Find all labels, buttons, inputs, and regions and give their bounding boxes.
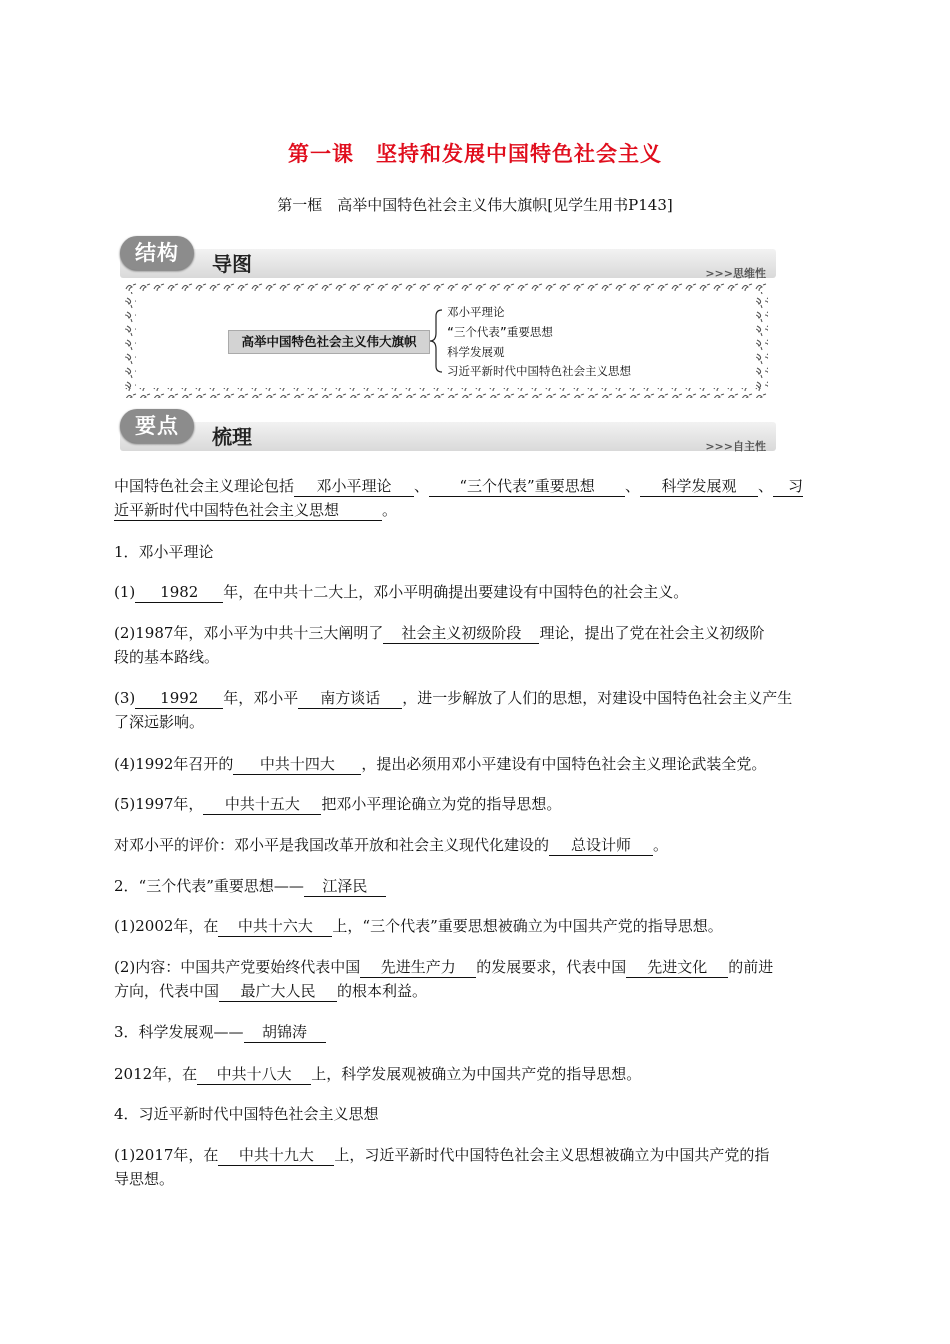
banner-heading: 梳理 xyxy=(212,425,252,449)
banner-tag: >>>思维性 xyxy=(705,267,766,280)
blank-answer: 胡锦涛 xyxy=(244,1022,326,1043)
blank-answer: 邓小平理论 xyxy=(294,476,414,497)
blank-answer: “三个代表”重要思想 xyxy=(429,476,625,497)
diagram-leaf-three-represents: “三个代表”重要思想 xyxy=(447,325,553,339)
s1-evaluation: 对邓小平的评价：邓小平是我国改革开放和社会主义现代化建设的 总设计师 。 xyxy=(114,836,669,854)
blank-answer: 1982 xyxy=(135,582,223,603)
s2-item-1: (1)2002年，在 中共十六大 上，“三个代表”重要思想被确立为中国共产党的指导思想。 xyxy=(114,917,723,935)
banner-heading: 导图 xyxy=(212,252,252,276)
section-subtitle: 第一框 高举中国特色社会主义伟大旗帜[见学生用书P143] xyxy=(277,196,673,214)
s2-heading: 2．“三个代表”重要思想—— 江泽民 xyxy=(114,874,837,898)
blank-answer: 中共十四大 xyxy=(233,754,361,775)
blank-answer: 总设计师 xyxy=(549,835,653,856)
blank-answer: 最广大人民 xyxy=(219,981,337,1002)
s1-item-5: (5)1997年， 中共十五大 把邓小平理论确立为党的指导思想。 xyxy=(114,795,562,813)
intro-line-1: 中国特色社会主义理论包括 邓小平理论 、 “三个代表”重要思想 、 科学发展观 、 习 xyxy=(114,477,804,495)
blank-answer: 先进文化 xyxy=(626,957,728,978)
blank-answer: 中共十五大 xyxy=(203,794,321,815)
structure-map-banner xyxy=(120,236,776,278)
s3-heading: 3．科学发展观—— 胡锦涛 xyxy=(114,1020,837,1044)
structure-diagram xyxy=(124,282,768,398)
blank-answer: 江泽民 xyxy=(304,876,386,897)
blank-answer: 中共十六大 xyxy=(218,916,332,937)
banner-pill: 要点 xyxy=(120,409,194,443)
s3-item-1: 2012年，在 中共十八大 上，科学发展观被确立为中国共产党的指导思想。 xyxy=(114,1065,642,1083)
s4-heading: 4．习近平新时代中国特色社会主义思想 xyxy=(114,1105,379,1123)
blank-answer: 中共十九大 xyxy=(218,1145,334,1166)
diagram-leaf-deng: 邓小平理论 xyxy=(447,305,505,319)
s1-heading: 1．邓小平理论 xyxy=(114,543,214,561)
diagram-leaf-xi-thought: 习近平新时代中国特色社会主义思想 xyxy=(447,364,631,378)
s1-item-4: (4)1992年召开的 中共十四大 ，提出必须用邓小平建设有中国特色社会主义理论武装全党。 xyxy=(114,755,767,773)
banner-pill: 结构 xyxy=(120,236,194,270)
lesson-title: 第一课 坚持和发展中国特色社会主义 xyxy=(288,142,662,166)
blank-answer: 南方谈话 xyxy=(298,688,402,709)
blank-answer: 中共十八大 xyxy=(197,1064,311,1085)
s1-item-3: (3) 1992 年，邓小平 南方谈话 ，进一步解放了人们的思想，对建设中国特色社会主义产生 了深远影响。 xyxy=(114,689,793,731)
blank-answer: 1992 xyxy=(135,688,223,709)
diagram-border xyxy=(124,282,768,398)
blank-answer: 习 xyxy=(773,476,803,497)
diagram-root-node: 高举中国特色社会主义伟大旗帜 xyxy=(228,330,430,354)
diagram-leaf-scientific-development: 科学发展观 xyxy=(447,345,505,359)
blank-answer: 先进生产力 xyxy=(360,957,476,978)
key-points-banner xyxy=(120,409,776,451)
s4-item-1: (1)2017年，在 中共十九大 上，习近平新时代中国特色社会主义思想被确立为中国共产党的指 导思想。 xyxy=(114,1146,770,1188)
intro-paragraph xyxy=(114,474,837,522)
blank-answer: 科学发展观 xyxy=(640,476,758,497)
banner-tag: >>>自主性 xyxy=(705,440,766,453)
blank-answer: 近平新时代中国特色社会主义思想 xyxy=(114,500,382,521)
s1-item-1: (1) 1982 年，在中共十二大上，邓小平明确提出要建设有中国特色的社会主义。 xyxy=(114,583,689,601)
s2-item-2: (2)内容：中国共产党要始终代表中国 先进生产力 的发展要求，代表中国 先进文化 的前进 方向，代表中国 最广大人民 的根本利益。 xyxy=(114,958,774,1000)
intro-line-2: 近平新时代中国特色社会主义思想 。 xyxy=(114,501,398,519)
blank-answer: 社会主义初级阶段 xyxy=(383,623,539,644)
s1-item-2: (2)1987年，邓小平为中共十三大阐明了 社会主义初级阶段 理论，提出了党在社会主义初级阶 段的基本路线。 xyxy=(114,624,765,666)
